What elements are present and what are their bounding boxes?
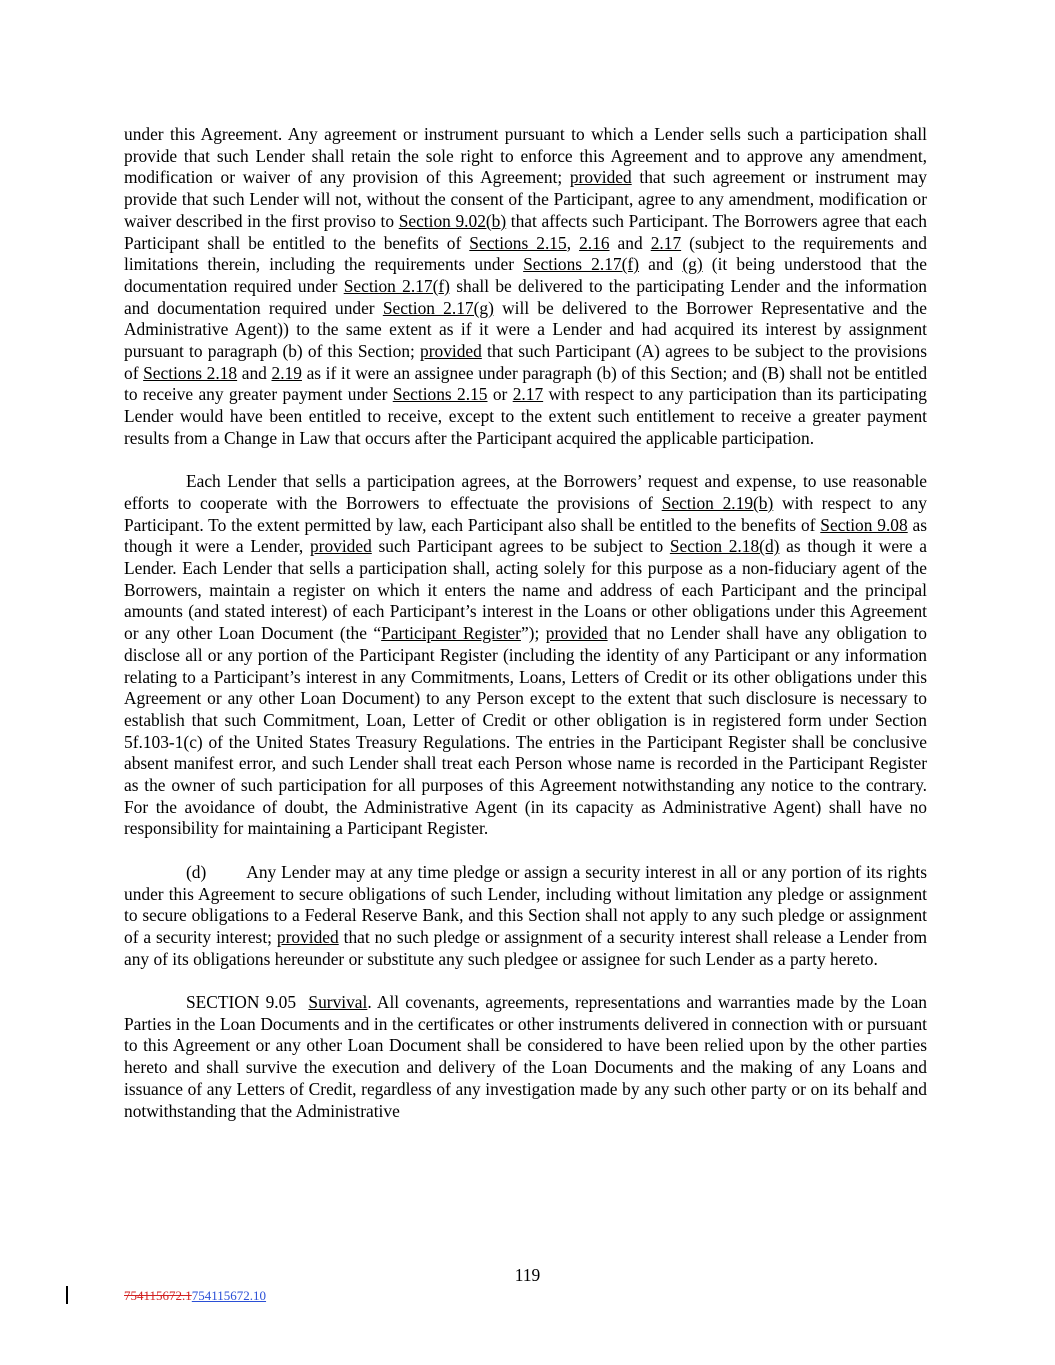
section-title: Survival (308, 992, 368, 1013)
section-ref: Section 2.18(d) (669, 536, 780, 557)
proviso-provided: provided (569, 167, 632, 188)
document-id-deleted: 754115672.1 (124, 1288, 192, 1303)
paragraph-d-pledge: (d) Any Lender may at any time pledge or assign a security interest in all or any portion of its rights under this Agreement to secure obligations of such Lender, including without limitation any pledge or assignment to secure obligations to a Federal Reserve Bank, and this Section shall not apply to any such pledge or assignment of a security interest; provided that no such pledge or assignment of a security interest shall release a Lender from any of its obligations hereunder or substitute any such pledgee or assignee for such Lender as a party hereto. (124, 861, 927, 969)
proviso-provided: provided (420, 341, 482, 362)
section-ref: Sections 2.15 (469, 232, 567, 253)
section-ref: Sections 2.17(f) (523, 254, 639, 275)
section-ref: 2.19 (271, 362, 302, 383)
change-bar (66, 1286, 68, 1304)
paragraph-section-9-05: SECTION 9.05 Survival. All covenants, agreements, representations and warranties made by the Loan Parties in the Loan Documents and in the certificates or other instruments delivered in connection with or pursuant to this Agreement or any other Loan Document shall be considered to have been relied upon by the other parties hereto and shall survive the execution and delivery of the Loan Documents and the making of any Loans and issuance of any Letters of Credit, regardless of any investigation made by any such other party or on its behalf and notwithstanding that the Administrative (124, 992, 927, 1121)
proviso-provided: provided (276, 926, 339, 947)
section-ref: (g) (682, 254, 703, 275)
section-ref: Section 2.17(g) (382, 297, 494, 318)
section-ref: 2.16 (579, 232, 610, 253)
page-number: 119 (514, 1265, 541, 1285)
document-id (124, 1288, 266, 1304)
section-ref: Sections 2.18 (143, 362, 238, 383)
document-body (124, 124, 927, 1144)
section-ref: 2.17 (512, 384, 544, 405)
section-number: SECTION 9.05 (186, 992, 297, 1013)
document-id-inserted: 754115672.10 (191, 1288, 267, 1303)
section-ref: Section 2.19(b) (661, 492, 774, 513)
clause-label: (d) (186, 861, 207, 882)
section-ref: Section 2.17(f) (343, 275, 450, 296)
section-ref: 2.17 (650, 232, 682, 253)
defined-term: Participant Register (381, 623, 521, 644)
paragraph-participation-rights: under this Agreement. Any agreement or instrument pursuant to which a Lender sells such a participation shall provide that such Lender shall retain the sole right to enforce this Agreement and to approve any amendment, modification or waiver of any provision of this Agreement; provided that such agreement or instrument may provide that such Lender will not, without the consent of the Participant, agree to any amendment, modification or waiver described in the first proviso to Section 9.02(b) that affects such Participant. The Borrowers agree that each Participant shall be entitled to the benefits of Sections 2.15, 2.16 and 2.17 (subject to the requirements and limitations therein, including the requirements under Sections 2.17(f) and (g) (it being understood that the documentation required under Section 2.17(f) shall be delivered to the participating Lender and the information and documentation required under Section 2.17(g) will be delivered to the Borrower Representative and the Administrative Agent)) to the same extent as if it were a Lender and had acquired its interest by assignment pursuant to paragraph (b) of this Section; provided that such Participant (A) agrees to be subject to the provisions of Sections 2.18 and 2.19 as if it were an assignee under paragraph (b) of this Section; and (B) shall not be entitled to receive any greater payment under Sections 2.15 or 2.17 with respect to any participation than its participating Lender would have been entitled to receive, except to the extent such entitlement to receive a greater payment results from a Change in Law that occurs after the Participant acquired the applicable participation. (124, 124, 928, 448)
proviso-provided: provided (545, 623, 608, 644)
proviso-provided: provided (309, 536, 372, 557)
paragraph-participant-register: Each Lender that sells a participation agrees, at the Borrowers’ request and expense, to use reasonable efforts to cooperate with the Borrowers to effectuate the provisions of Section 2.19(b) with respect to any Participant. To the extent permitted by law, each Participant also shall be entitled to the benefits of Section 9.08 as though it were a Lender, provided such Participant agrees to be subject to Section 2.18(d) as though it were a Lender. Each Lender that sells a participation shall, acting solely for this purpose as a non-fiduciary agent of the Borrowers, maintain a register on which it enters the name and address of each Participant and the principal amounts (and stated interest) of each Participant’s interest in the Loans or other obligations under this Agreement or any other Loan Document (the “Participant Register”); provided that no Lender shall have any obligation to disclose all or any portion of the Participant Register (including the identity of any Participant or any information relating to a Participant’s interest in any Commitments, Loans, Letters of Credit or its other obligations under this Agreement or any other Loan Document) to any Person except to the extent that such disclosure is necessary to establish that such Commitment, Loan, Letter of Credit or other obligation is in registered form under Section 5f.103-1(c) of the United States Treasury Regulations. The entries in the Participant Register shall be conclusive absent manifest error, and such Lender shall treat each Person whose name is recorded in the Participant Register as the owner of such participation for all purposes of this Agreement notwithstanding any notice to the contrary. For the avoidance of doubt, the Administrative Agent (in its capacity as Administrative Agent) shall have no responsibility for maintaining a Participant Register. (124, 471, 928, 839)
section-ref: Section 9.02(b) (398, 210, 507, 231)
section-ref: Sections 2.15 (392, 384, 488, 405)
section-ref: Section 9.08 (820, 514, 908, 535)
